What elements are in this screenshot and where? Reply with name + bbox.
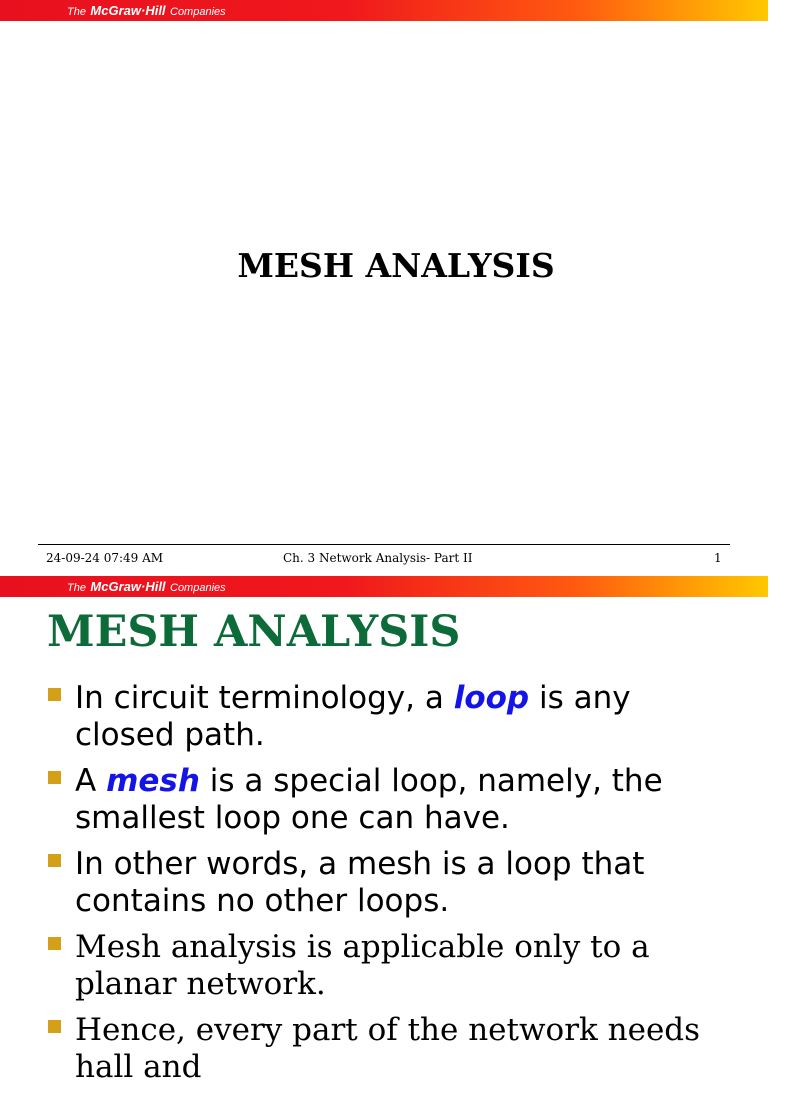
bullet-text: A [75, 763, 107, 799]
footer-divider [38, 544, 730, 545]
slide1-title: MESH ANALYSIS [237, 246, 555, 285]
slide2-banner [0, 576, 768, 597]
mcgraw-hill-logo [67, 3, 226, 20]
square-bullet-icon [48, 937, 61, 950]
bullet-text: Mesh analysis is applicable only to a planar network. [75, 929, 650, 1002]
bullet-item-partial [0, 1012, 768, 1086]
bullet-list [0, 680, 768, 1095]
bullet-item [0, 929, 768, 1003]
logo-suffix: Companies [170, 582, 226, 594]
bullet-item [0, 763, 768, 837]
bullet-text: In other words, a mesh is a loop that contains no other loops. [75, 846, 645, 919]
logo-name: McGraw·Hill [90, 3, 166, 18]
square-bullet-icon [48, 1020, 61, 1033]
bullet-item [0, 846, 768, 920]
square-bullet-icon [48, 688, 61, 701]
bullet-text: In circuit terminology, a [75, 680, 454, 716]
logo-name: McGraw·Hill [90, 579, 166, 594]
footer-date: 24-09-24 07:49 AM [46, 551, 164, 565]
bullet-text: is a special loop, namely, the smallest loop one can have. [75, 763, 663, 836]
footer-page-number: 1 [714, 551, 722, 565]
slide2-title: MESH ANALYSIS [47, 607, 461, 657]
keyword-loop: loop [453, 680, 530, 716]
square-bullet-icon [48, 771, 61, 784]
bullet-item [0, 680, 768, 754]
bullet-text: is any closed path. [75, 680, 631, 753]
keyword-mesh: mesh [106, 763, 200, 799]
logo-prefix: The [67, 582, 86, 594]
square-bullet-icon [48, 854, 61, 867]
bullet-text: Hence, every part of the network needs hall and [75, 1012, 701, 1085]
logo-suffix: Companies [170, 6, 226, 18]
mcgraw-hill-logo [67, 579, 226, 596]
top-banner [0, 0, 768, 21]
logo-prefix: The [67, 6, 86, 18]
footer-chapter: Ch. 3 Network Analysis- Part II [283, 551, 473, 565]
